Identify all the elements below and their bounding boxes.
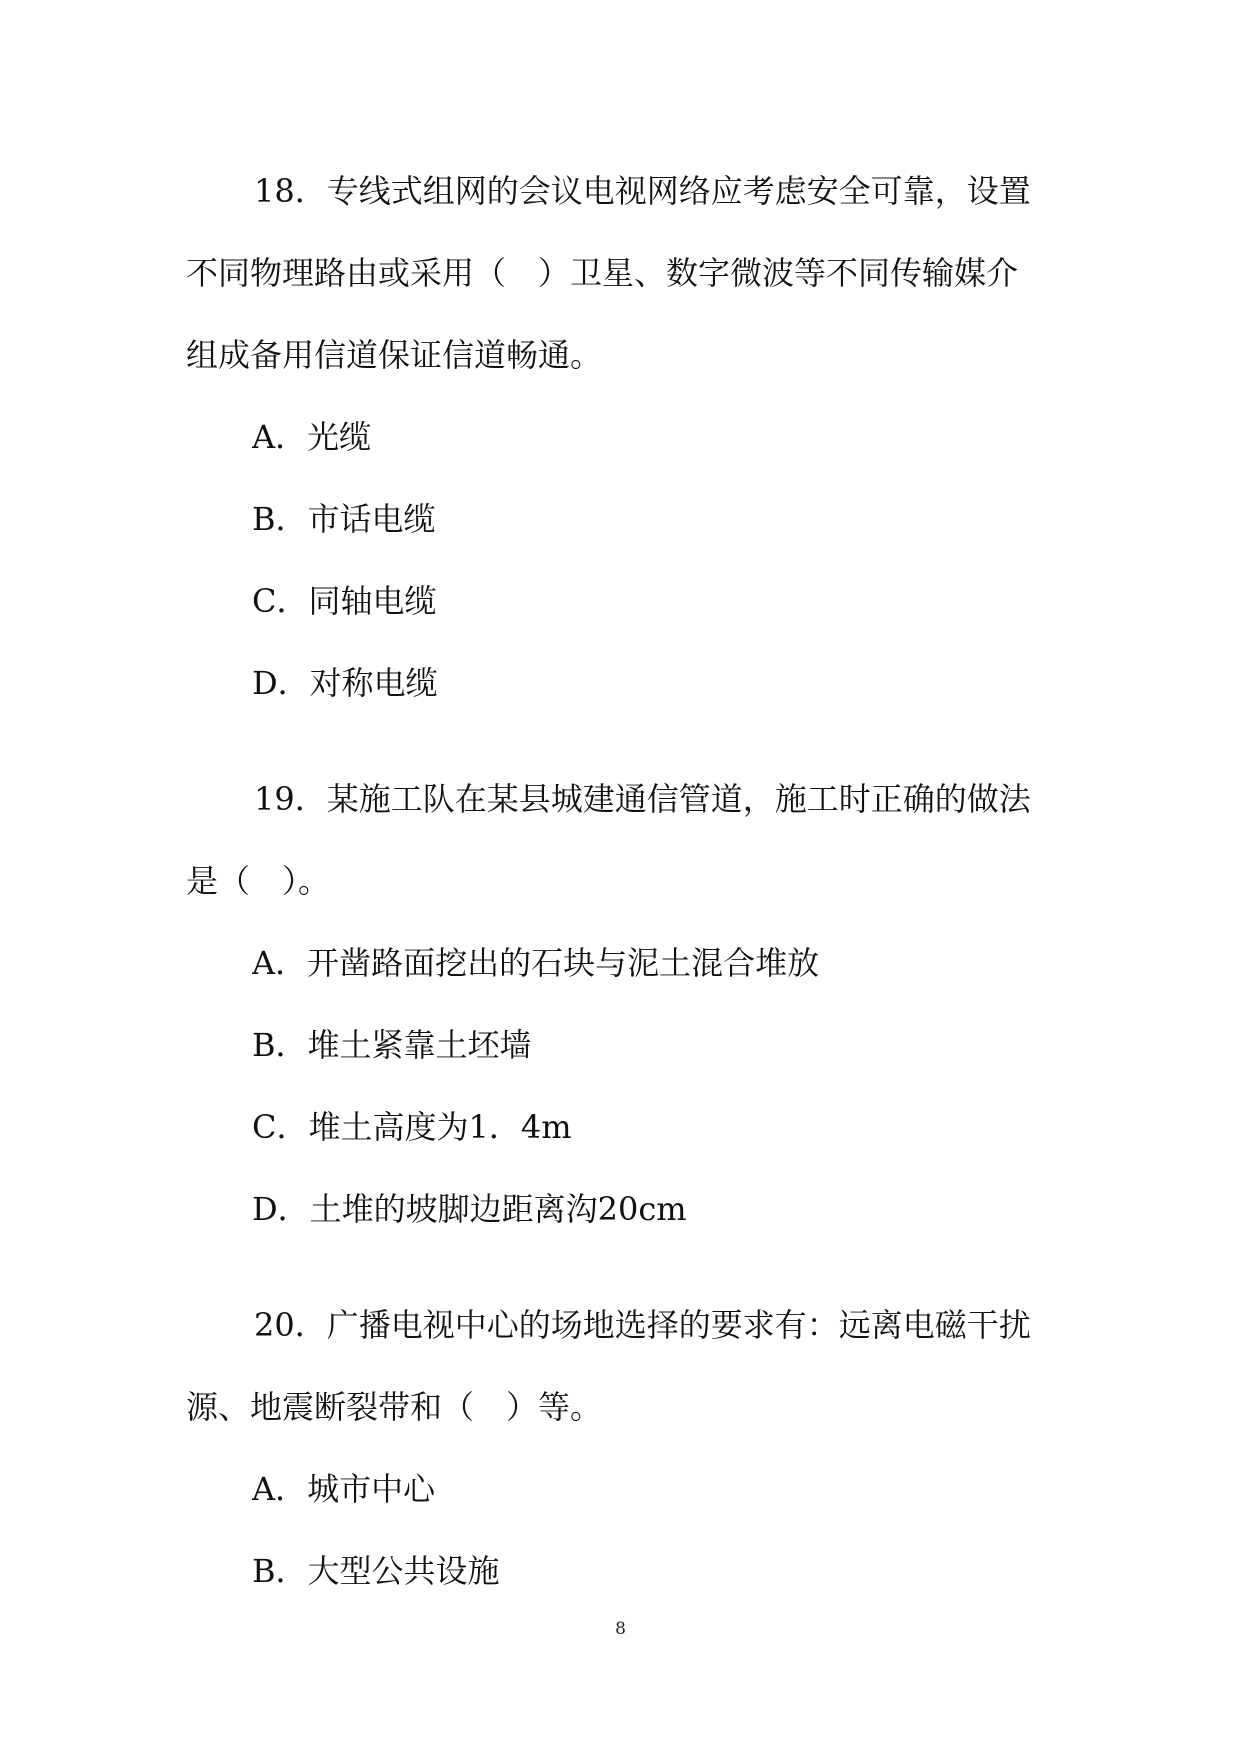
question-18-line-2: 不同物理路由或采用（ ）卫星、数字微波等不同传输媒介: [186, 254, 1019, 292]
question-18-line-1: 18．专线式组网的会议电视网络应考虑安全可靠，设置: [254, 172, 1031, 210]
question-19-option-a: A．开凿路面挖出的石块与泥土混合堆放: [252, 944, 820, 982]
question-20-line-1: 20．广播电视中心的场地选择的要求有：远离电磁干扰: [254, 1306, 1031, 1344]
question-18-option-c: C．同轴电缆: [252, 582, 437, 620]
question-18-option-b: B．市话电缆: [252, 500, 436, 538]
question-18-option-a: A．光缆: [252, 418, 372, 456]
question-20-line-2: 源、地震断裂带和（ ）等。: [186, 1388, 603, 1426]
question-19-line-2: 是（ ）。: [186, 862, 331, 900]
question-18-option-d: D．对称电缆: [252, 664, 438, 702]
question-19-option-d: D．土堆的坡脚边距离沟20cm: [252, 1190, 687, 1228]
question-20-option-a: A．城市中心: [252, 1470, 436, 1508]
question-19-line-1: 19．某施工队在某县城建通信管道，施工时正确的做法: [254, 780, 1031, 818]
question-20-option-b: B．大型公共设施: [252, 1552, 500, 1590]
page-number: 8: [615, 1619, 626, 1639]
question-19-option-c: C．堆土高度为1．4m: [252, 1108, 572, 1146]
question-19-option-b: B．堆土紧靠土坯墙: [252, 1026, 532, 1064]
question-18-line-3: 组成备用信道保证信道畅通。: [186, 336, 603, 374]
